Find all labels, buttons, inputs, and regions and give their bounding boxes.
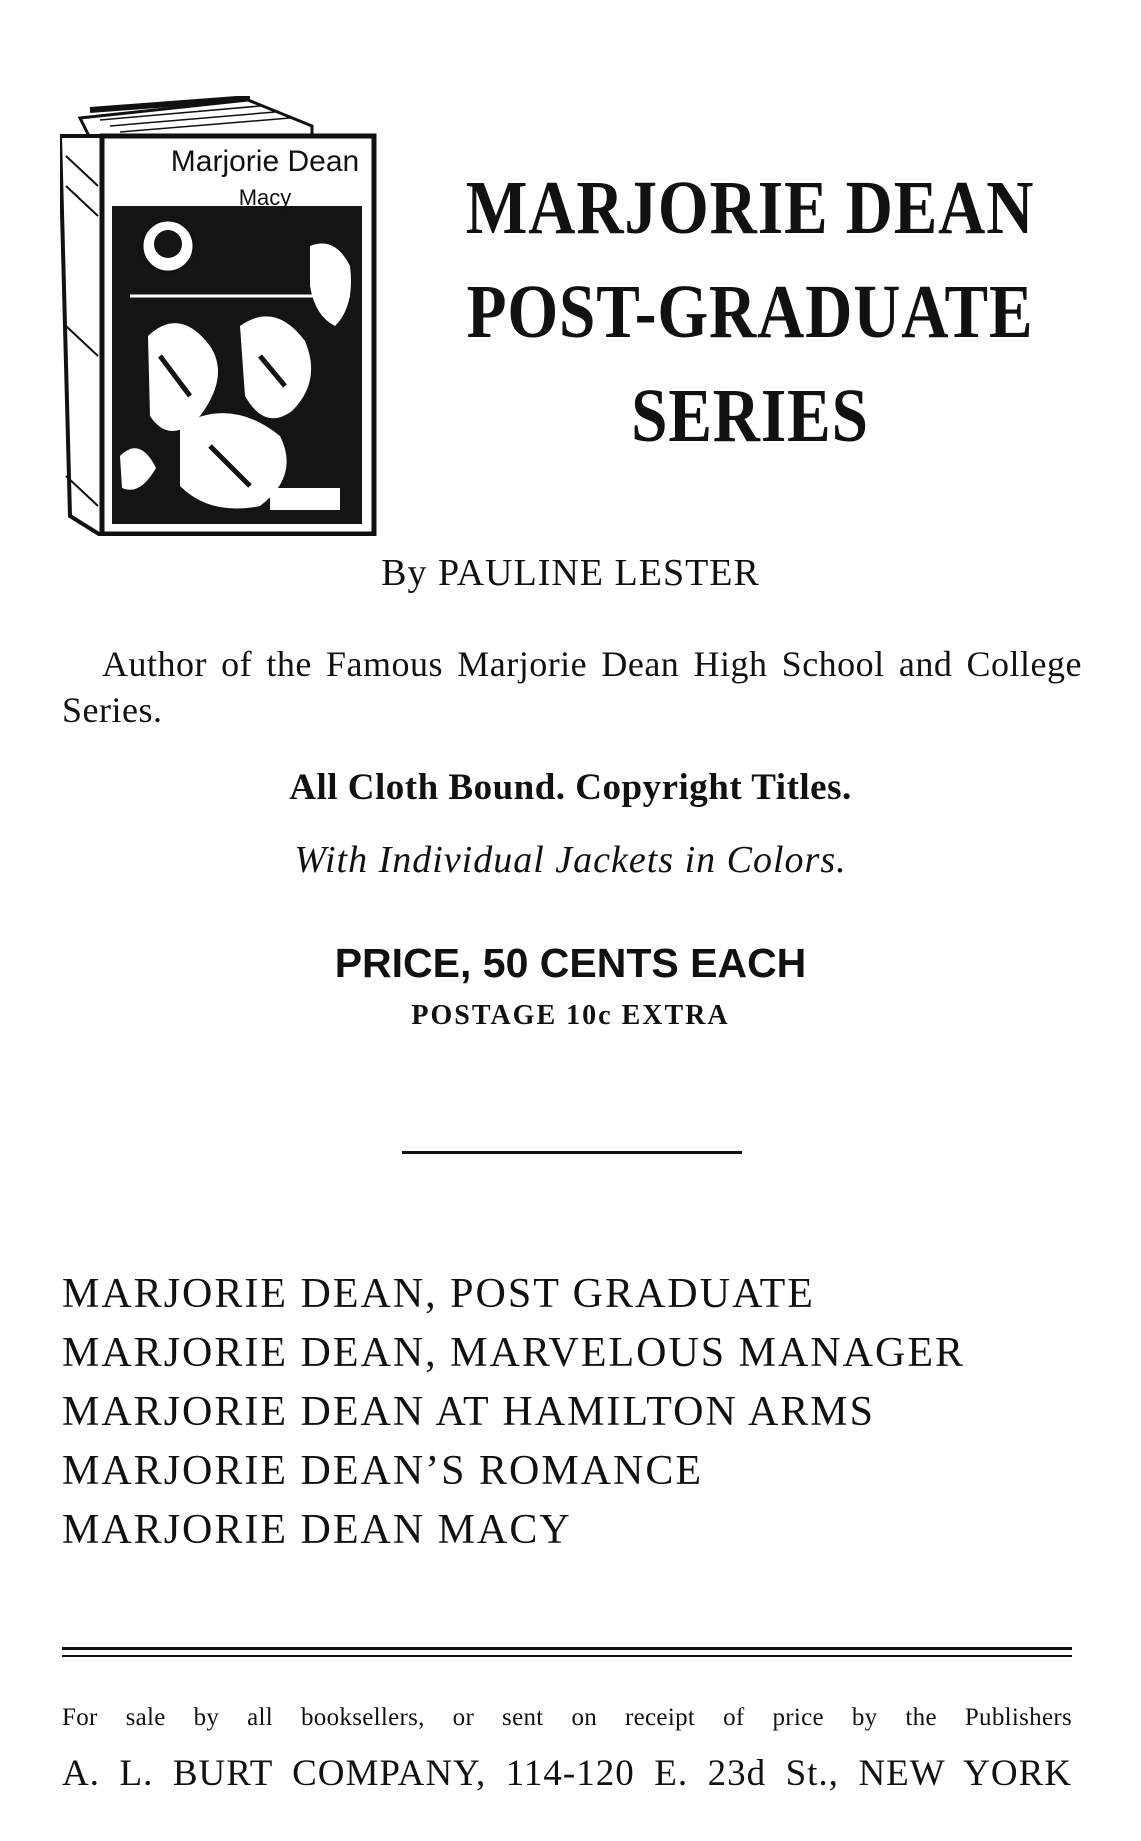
list-item: MARJORIE DEAN, MARVELOUS MANAGER bbox=[62, 1330, 965, 1376]
author-description: Author of the Famous Marjorie Dean High School and College Series. bbox=[62, 644, 1082, 730]
jackets-note: With Individual Jackets in Colors. bbox=[294, 839, 847, 881]
series-title bbox=[449, 166, 1051, 458]
cover-title-line1: Marjorie Dean bbox=[170, 145, 360, 178]
for-sale-note: For sale by all booksellers, or sent on receipt of price by the Publishers bbox=[62, 1704, 1072, 1731]
publisher-address: A. L. BURT COMPANY, 114-120 E. 23d St., NEW YORK bbox=[62, 1753, 1072, 1794]
binding-note: All Cloth Bound. Copyright Titles. bbox=[289, 767, 852, 808]
series-title-line2: POST-GRADUATE bbox=[466, 270, 1034, 354]
postage-line: POSTAGE 10c EXTRA bbox=[411, 1000, 730, 1031]
series-title-line3: SERIES bbox=[631, 374, 869, 458]
price-line: PRICE, 50 CENTS EACH bbox=[334, 940, 807, 986]
author-byline: By PAULINE LESTER bbox=[381, 552, 760, 594]
section-divider bbox=[402, 1151, 742, 1154]
rule-line-top bbox=[62, 1647, 1072, 1650]
list-item: MARJORIE DEAN MACY bbox=[62, 1507, 572, 1553]
series-title-block bbox=[400, 166, 1100, 458]
footer-double-rule bbox=[62, 1647, 1072, 1657]
list-item: MARJORIE DEAN, POST GRADUATE bbox=[62, 1271, 815, 1317]
list-item: MARJORIE DEAN AT HAMILTON ARMS bbox=[62, 1389, 876, 1435]
rule-line-bottom bbox=[62, 1655, 1072, 1657]
list-item: MARJORIE DEAN’S ROMANCE bbox=[62, 1448, 704, 1494]
cover-title-line2: Macy bbox=[238, 185, 292, 210]
series-title-line1: MARJORIE DEAN bbox=[465, 166, 1035, 250]
cover-title-text bbox=[160, 145, 370, 215]
book-title-list bbox=[62, 1265, 1102, 1560]
